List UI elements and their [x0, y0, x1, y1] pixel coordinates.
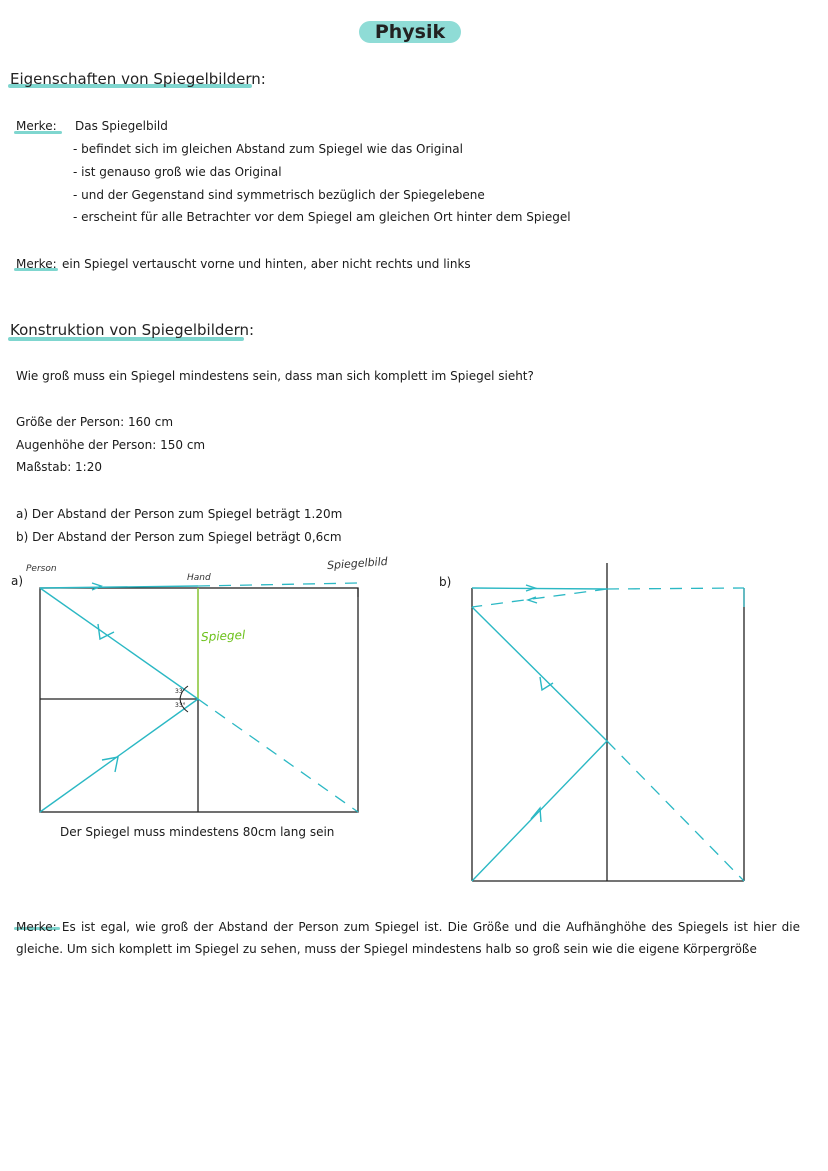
diagram-a-caption: Der Spiegel muss mindestens 80cm lang sein — [60, 825, 335, 839]
angle-label-bottom: 33° — [175, 702, 186, 709]
bullet-item: - befindet sich im gleichen Abstand zum Spiegel wie das Original — [73, 142, 463, 156]
arrow-top — [92, 583, 101, 590]
person-label: Person — [26, 564, 57, 574]
arrow-b-reflected — [540, 677, 553, 690]
given-item: Maßstab: 1:20 — [16, 460, 102, 474]
ray-b-virtual-extension — [607, 741, 744, 881]
ray-b-top-extension — [607, 588, 744, 589]
angle-arc-bottom — [180, 699, 188, 712]
ray-top-extension — [198, 583, 358, 586]
task-item: a) Der Abstand der Person zum Spiegel beträgt 1.20m — [16, 507, 343, 521]
diagram-a-label: a) — [11, 574, 24, 588]
section-heading-konstruktion: Konstruktion von Spiegelbildern: — [10, 321, 255, 339]
ray-incoming — [40, 699, 198, 812]
page-title: Physik — [359, 21, 461, 43]
bullet-item: - und der Gegenstand sind symmetrisch bezüglich der Spiegelebene — [73, 188, 485, 202]
conclusion-text — [16, 916, 800, 960]
ray-b-reflected — [472, 607, 607, 741]
arrow-reflected — [98, 624, 114, 639]
merke2-text: ein Spiegel vertauscht vorne und hinten, aber nicht rechts und links — [62, 257, 471, 271]
mirror-label: Spiegel — [200, 627, 246, 645]
bullet-item: - ist genauso groß wie das Original — [73, 165, 282, 179]
ray-virtual-extension — [198, 699, 358, 812]
merke2-label: Merke: — [16, 257, 57, 271]
conclusion-body: Es ist egal, wie groß der Abstand der Person zum Spiegel ist. Die Größe und die Aufhänghöhe des Spiegels ist hier die gleiche. Um sich komplett im Spiegel zu sehen, muss der Spiegel mindestens halb so groß sein wie die eigene Körpergröße — [16, 920, 800, 956]
ray-b-incoming — [472, 741, 607, 881]
ray-b-top — [472, 588, 607, 589]
spiegelbild-label: Spiegelbild — [326, 554, 389, 573]
merke-intro: Das Spiegelbild — [75, 119, 168, 133]
conclusion-merke-label: Merke: — [16, 920, 57, 934]
question-text: Wie groß muss ein Spiegel mindestens sein, dass man sich komplett im Spiegel sieht? — [16, 369, 534, 383]
merke-label: Merke: — [16, 119, 57, 133]
given-item: Augenhöhe der Person: 150 cm — [16, 438, 206, 452]
diagram-b-label: b) — [439, 575, 452, 589]
diagram-a — [40, 583, 358, 812]
bullet-item: - erscheint für alle Betrachter vor dem Spiegel am gleichen Ort hinter dem Spiegel — [73, 210, 571, 224]
hand-label: Hand — [187, 573, 211, 583]
section-heading-eigenschaften: Eigenschaften von Spiegelbildern: — [10, 70, 266, 88]
ray-reflected — [40, 588, 198, 699]
angle-label-top: 33° — [175, 688, 186, 695]
given-item: Größe der Person: 160 cm — [16, 415, 174, 429]
diagram-b — [472, 563, 744, 881]
ray-b-back — [472, 589, 607, 607]
arrow-up — [102, 757, 118, 772]
task-item: b) Der Abstand der Person zum Spiegel beträgt 0,6cm — [16, 530, 342, 544]
